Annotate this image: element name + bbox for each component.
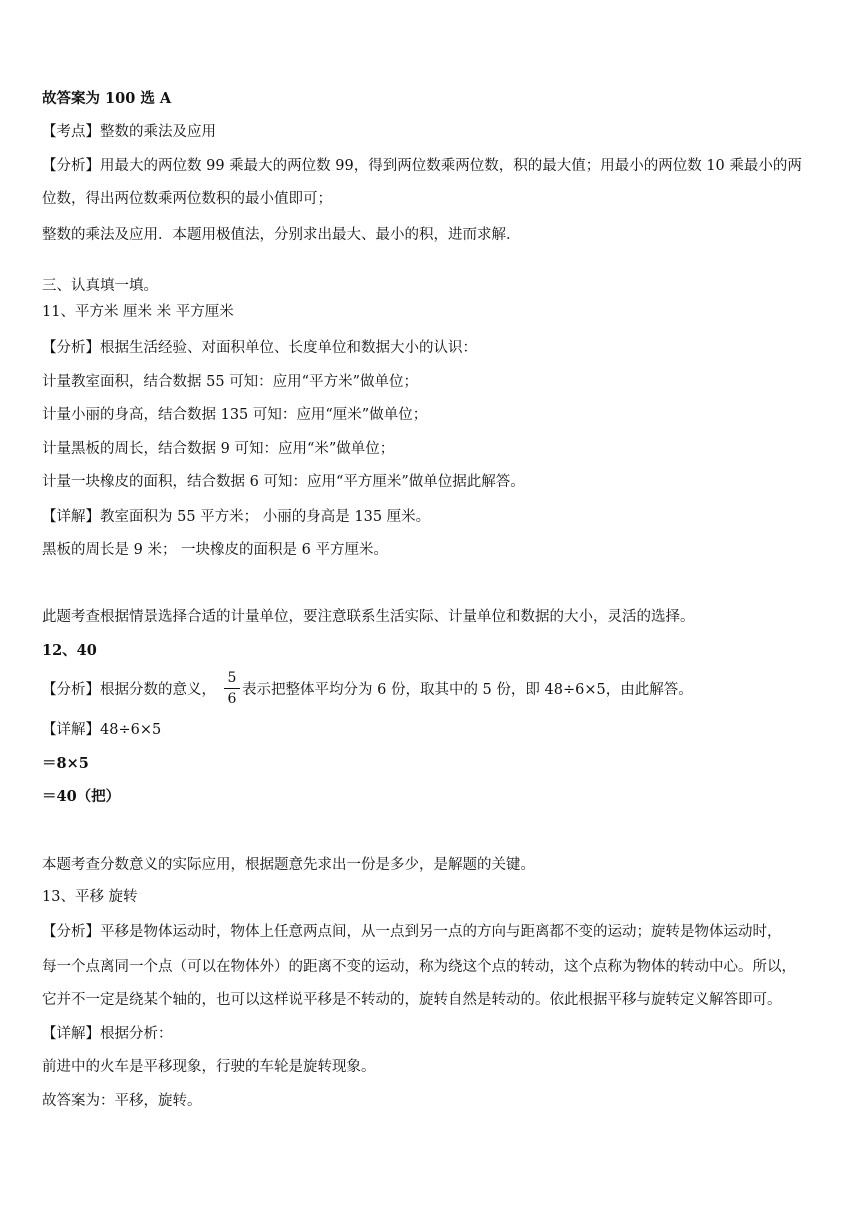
fraction-numerator: 5: [227, 670, 237, 686]
fraction: [224, 669, 240, 708]
q11-line-3: 计量黑板的周长，结合数据 9 可知：应用“米”做单位；: [42, 441, 395, 457]
q13-analysis-1: 【分析】平移是物体运动时，物体上任意两点间，从一点到另一点的方向与距离都不变的运动；旋转是物体运动时，: [42, 924, 782, 940]
analysis-line-1: 【分析】用最大的两位数 99 乘最大的两位数 99，得到两位数乘两位数，积的最大值；用最小的两位数 10 乘最小的两: [42, 158, 802, 174]
q11-line-1: 计量教室面积，结合数据 55 可知：应用“平方米”做单位；: [42, 374, 418, 390]
q11-analysis: 【分析】根据生活经验、对面积单位、长度单位和数据大小的认识：: [42, 340, 477, 356]
q13-detail: 【详解】根据分析：: [42, 1026, 173, 1042]
q13-line-1: 前进中的火车是平移现象，行驶的车轮是旋转现象。: [42, 1059, 376, 1075]
q13-conclusion: 故答案为：平移，旋转。: [42, 1093, 202, 1109]
summary-line: 整数的乘法及应用．本题用极值法，分别求出最大、最小的积，进而求解．: [42, 227, 521, 243]
q12-detail-2: ＝8×5: [42, 755, 89, 772]
q13-analysis-3: 它并不一定是绕某个轴的，也可以这样说平移是不转动的，旋转自然是转动的。依此根据平移与旋转定义解答即可。: [42, 992, 782, 1008]
q12-analysis-start: 【分析】根据分数的意义，: [42, 682, 216, 698]
q12-analysis-end: 表示把整体平均分为 6 份，取其中的 5 份，即 48÷6×5，由此解答。: [242, 682, 693, 698]
q11-detail-2: 黑板的周长是 9 米； 一块橡皮的面积是 6 平方厘米。: [42, 542, 388, 558]
analysis-line-2: 位数，得出两位数乘两位数积的最小值即可；: [42, 191, 332, 207]
q13-answer: 13、平移 旋转: [42, 889, 138, 905]
fraction-bar: [224, 688, 240, 689]
q12-answer: 12、40: [42, 642, 97, 659]
q11-line-2: 计量小丽的身高，结合数据 135 可知：应用“厘米”做单位；: [42, 407, 428, 423]
q11-summary: 此题考查根据情景选择合适的计量单位，要注意联系生活实际、计量单位和数据的大小，灵活的选择。: [42, 609, 695, 625]
q12-detail-1: 【详解】48÷6×5: [42, 722, 162, 738]
q12-detail-3: ＝40（把）: [42, 788, 121, 805]
q11-detail-1: 【详解】教室面积为 55 平方米； 小丽的身高是 135 厘米。: [42, 509, 431, 525]
answer-line: 故答案为 100 选 A: [42, 90, 172, 107]
q11-line-4: 计量一块橡皮的面积，结合数据 6 可知：应用“平方厘米”做单位据此解答。: [42, 474, 525, 490]
q13-analysis-2: 每一个点离同一个点（可以在物体外）的距离不变的运动，称为绕这个点的转动，这个点称为物体的转动中心。所以，: [42, 959, 796, 975]
q11-answer: 11、平方米 厘米 米 平方厘米: [42, 304, 234, 320]
section-heading: 三、认真填一填。: [42, 278, 158, 294]
fraction-denominator: 6: [227, 691, 237, 707]
kaodian-line: 【考点】整数的乘法及应用: [42, 124, 216, 140]
q12-summary: 本题考查分数意义的实际应用，根据题意先求出一份是多少，是解题的关键。: [42, 857, 535, 873]
